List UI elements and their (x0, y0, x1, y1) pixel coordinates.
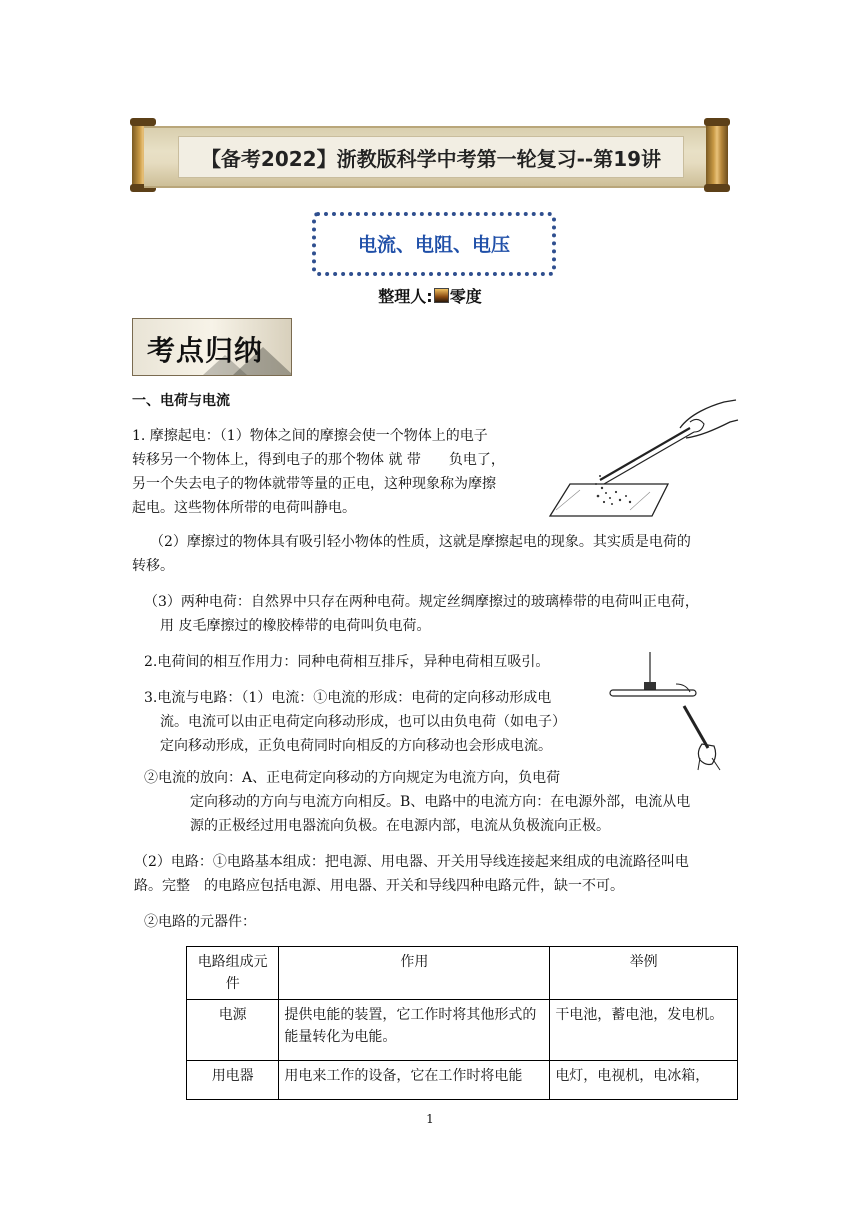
table-cell: 干电池，蓄电池，发电机。 (550, 1000, 738, 1061)
text-line: 流。电流可以由正电荷定向移动形成，也可以由负电荷（如电子） (160, 714, 566, 730)
rod-attracting-paper-illustration (540, 392, 740, 528)
text-line: （3）两种电荷：自然界中只存在两种电荷。规定丝绸摩擦过的玻璃棒带的电荷叫正电荷， (144, 594, 699, 610)
table-header-cell: 作用 (279, 947, 550, 1000)
document-title: 【备考2022】浙教版科学中考第一轮复习--第19讲 (200, 147, 662, 171)
table-cell: 电灯，电视机，电冰箱， (550, 1061, 738, 1100)
text-line: （2）摩擦过的物体具有吸引轻小物体的性质，这就是摩擦起电的现象。其实质是电荷的 (150, 534, 691, 550)
text-line: ②电流的放向：A、正电荷定向移动的方向规定为电流方向，负电荷 (144, 770, 561, 786)
circuit-components-table (186, 946, 738, 1100)
section-badge-label: 考点归纳 (147, 334, 264, 367)
table-cell: 提供电能的装置，它工作时将其他形式的能量转化为电能。 (279, 1000, 550, 1061)
paragraph-current-direction (144, 766, 744, 838)
text-line: 1. 摩擦起电：（1）物体之间的摩擦会使一个物体上的电子 (132, 428, 488, 444)
section-badge (132, 318, 292, 376)
topic-box (312, 212, 556, 276)
text-line: 另一个失去电子的物体就带等量的正电，这种现象称为摩擦 (132, 476, 496, 492)
text-line: 用 皮毛摩擦过的橡胶棒带的电荷叫负电荷。 (160, 618, 431, 634)
section-heading: 一、电荷与电流 (132, 393, 230, 409)
text-line: 定向移动形成，正负电荷同时向相反的方向移动也会形成电流。 (160, 738, 552, 754)
table-header-cell: 电路组成元件 (187, 947, 279, 1000)
paragraph-current-circuit (144, 686, 614, 758)
paragraph-two-charges (144, 590, 744, 638)
author-avatar-icon (434, 288, 449, 303)
scroll-roller-right (706, 120, 728, 190)
text-line: 起电。这些物体所带的电荷叫静电。 (132, 500, 356, 516)
paragraph-circuit-composition (134, 850, 744, 898)
title-scroll-banner (130, 120, 730, 190)
text-line: （2）电路：①电路基本组成：把电源、用电器、开关用导线连接起来组成的电流路径叫电 (134, 854, 689, 870)
scroll-body (144, 126, 716, 188)
table-cell: 用电来工作的设备，它在工作时将电能 (279, 1061, 550, 1100)
text-line: 转移。 (132, 558, 174, 574)
text-line: 路。完整 的电路应包括电源、用电器、开关和导线四种电路元件，缺一不可。 (134, 878, 624, 894)
scroll-inner-panel (178, 136, 684, 178)
suspended-rod-illustration (600, 652, 740, 774)
table-cell: 电源 (187, 1000, 279, 1061)
paragraph-charge-interaction: 2.电荷间的相互作用力：同种电荷相互排斥，异种电荷相互吸引。 (144, 654, 550, 670)
text-line: 定向移动的方向与电流方向相反。B、电路中的电流方向：在电源外部，电流从电 (190, 794, 691, 810)
topic-title: 电流、电阻、电压 (357, 234, 510, 256)
paragraph-circuit-components: ②电路的元器件： (144, 914, 256, 930)
author-label: 整理人: (378, 287, 433, 306)
paragraph-friction-charging (132, 424, 532, 520)
author-name: 零度 (449, 287, 482, 306)
text-line: 转移另一个物体上，得到电子的那个物体 就 带 负电了， (132, 452, 505, 468)
text-line: 源的正极经过用电器流向负极。在电源内部，电流从负极流向正极。 (190, 818, 610, 834)
author-line (300, 284, 560, 307)
table-header-row (187, 947, 738, 1000)
page-number: 1 (426, 1112, 434, 1126)
table-header-cell: 举例 (550, 947, 738, 1000)
table-cell: 用电器 (187, 1061, 279, 1100)
text-line: 3.电流与电路：（1）电流：①电流的形成：电荷的定向移动形成电 (144, 690, 552, 706)
table-row (187, 1000, 738, 1061)
table-row (187, 1061, 738, 1100)
paragraph-attract-light-objects (132, 530, 740, 578)
